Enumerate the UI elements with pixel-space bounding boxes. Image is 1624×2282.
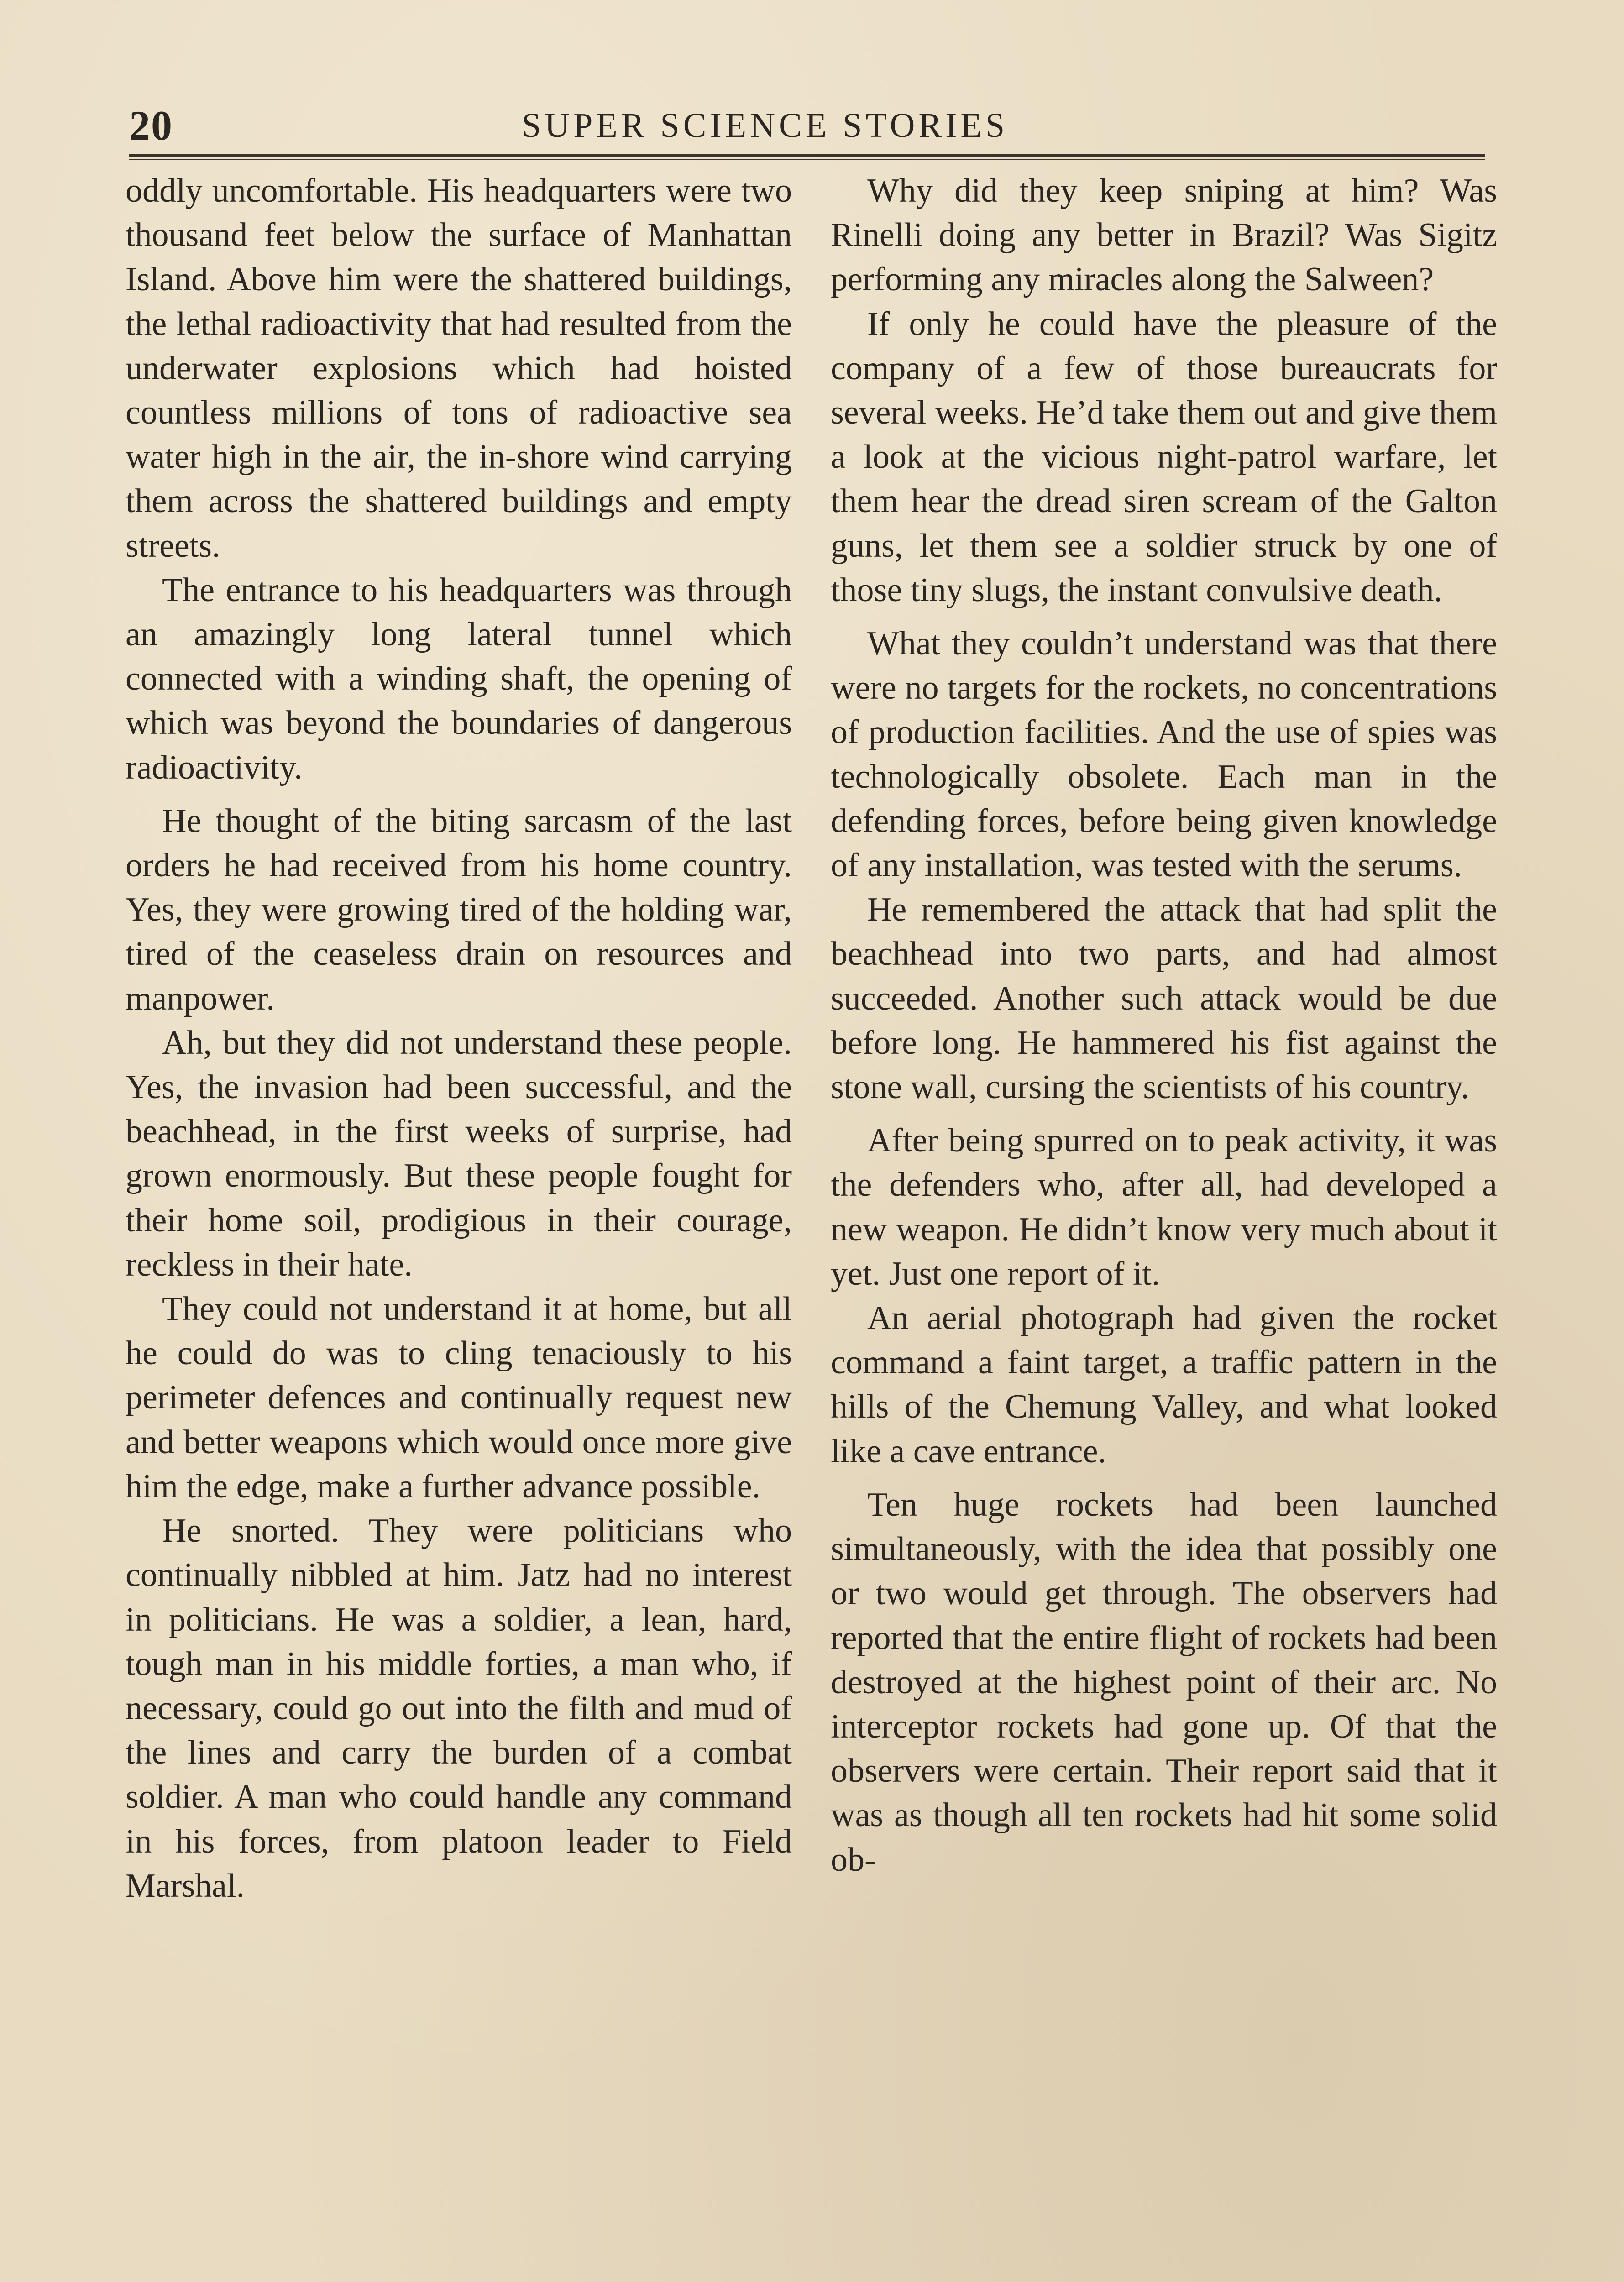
paragraph: Why did they keep sniping at him? Was Rinelli doing any better in Brazil? Was Sigitz performing any miracles along the Salween? [831,172,1497,298]
header-rule-thin [129,159,1485,160]
paragraph: He snorted. They were politicians who continually nibbled at him. Jatz had no interest in politicians. He was a soldier, a lean, hard, tough man in his middle forties, a man who, if necessary, could go out into the filth and mud of the lines and carry the burden of a combat soldier. A man who could handle any command in his forces, from platoon leader to Field Marshal. [126,1512,792,1905]
paragraph: He remembered the attack that had split the beachhead into two parts, and had almost succeeded. Another such attack would be due before long. He hammered his fist against the stone wall, cursing the scientists of his country. [831,891,1497,1106]
paragraph: What they couldn’t understand was that there were no targets for the rockets, no concentrations of production facilities. And the use of spies was technologically obsolete. Each man in the defending forces, before being given knowledge of any installation, was tested with the serums. [831,625,1497,885]
paragraph: They could not understand it at home, but all he could do was to cling tenaciously to his perimeter defences and continually request new and better weapons which would once more give him the edge, make a further advance possible. [126,1290,792,1505]
paragraph: Ten huge rockets had been launched simultaneously, with the idea that possibly one or two would get through. The observers had reported that the entire flight of rockets had been destroyed at the highest point of their arc. No interceptor rockets had gone up. Of that the observers were certain. Their report said that it was as though all ten rockets had hit some solid ob- [831,1486,1497,1879]
page-header [129,98,1485,153]
paragraph: oddly uncomfortable. His headquarters were two thousand feet below the surface of Manhattan Island. Above him were the shattered buildings, the lethal radioactivity that had resulted from the underwater explosions which had hoisted countless millions of tons of radioactive sea water high in the air, the in-shore wind carrying them across the shattered buildings and empty streets. [126,172,792,565]
header-rule [129,154,1485,157]
paragraph: He thought of the biting sarcasm of the last orders he had received from his home country. Yes, they were growing tired of the holding war, tired of the ceaseless drain on resources and manpower. [126,802,792,1017]
paragraph: An aerial photograph had given the rocket command a faint target, a traffic pattern in the hills of the Chemung Valley, and what looked like a cave entrance. [831,1299,1497,1470]
paragraph: After being spurred on to peak activity, it was the defenders who, after all, had developed a new weapon. He didn’t know very much about it yet. Just one report of it. [831,1122,1497,1293]
page-number: 20 [129,102,173,149]
paragraph: If only he could have the pleasure of the company of a few of those bureaucrats for several weeks. He’d take them out and give them a look at the vicious night-patrol warfare, let them hear the dread siren scream of the Galton guns, let them see a soldier struck by one of those tiny slugs, the instant convulsive death. [831,305,1497,609]
paragraph: The entrance to his headquarters was through an amazingly long lateral tunnel which connected with a winding shaft, the opening of which was beyond the boundaries of dangerous radioactivity. [126,571,792,786]
left-column [126,169,792,1908]
right-column [831,169,1497,1882]
running-title: SUPER SCIENCE STORIES [522,106,1009,145]
paragraph: Ah, but they did not understand these people. Yes, the invasion had been successful, and the beachhead, in the first weeks of surprise, had grown enormously. But these people fought for their home soil, prodigious in their courage, reckless in their hate. [126,1024,792,1283]
